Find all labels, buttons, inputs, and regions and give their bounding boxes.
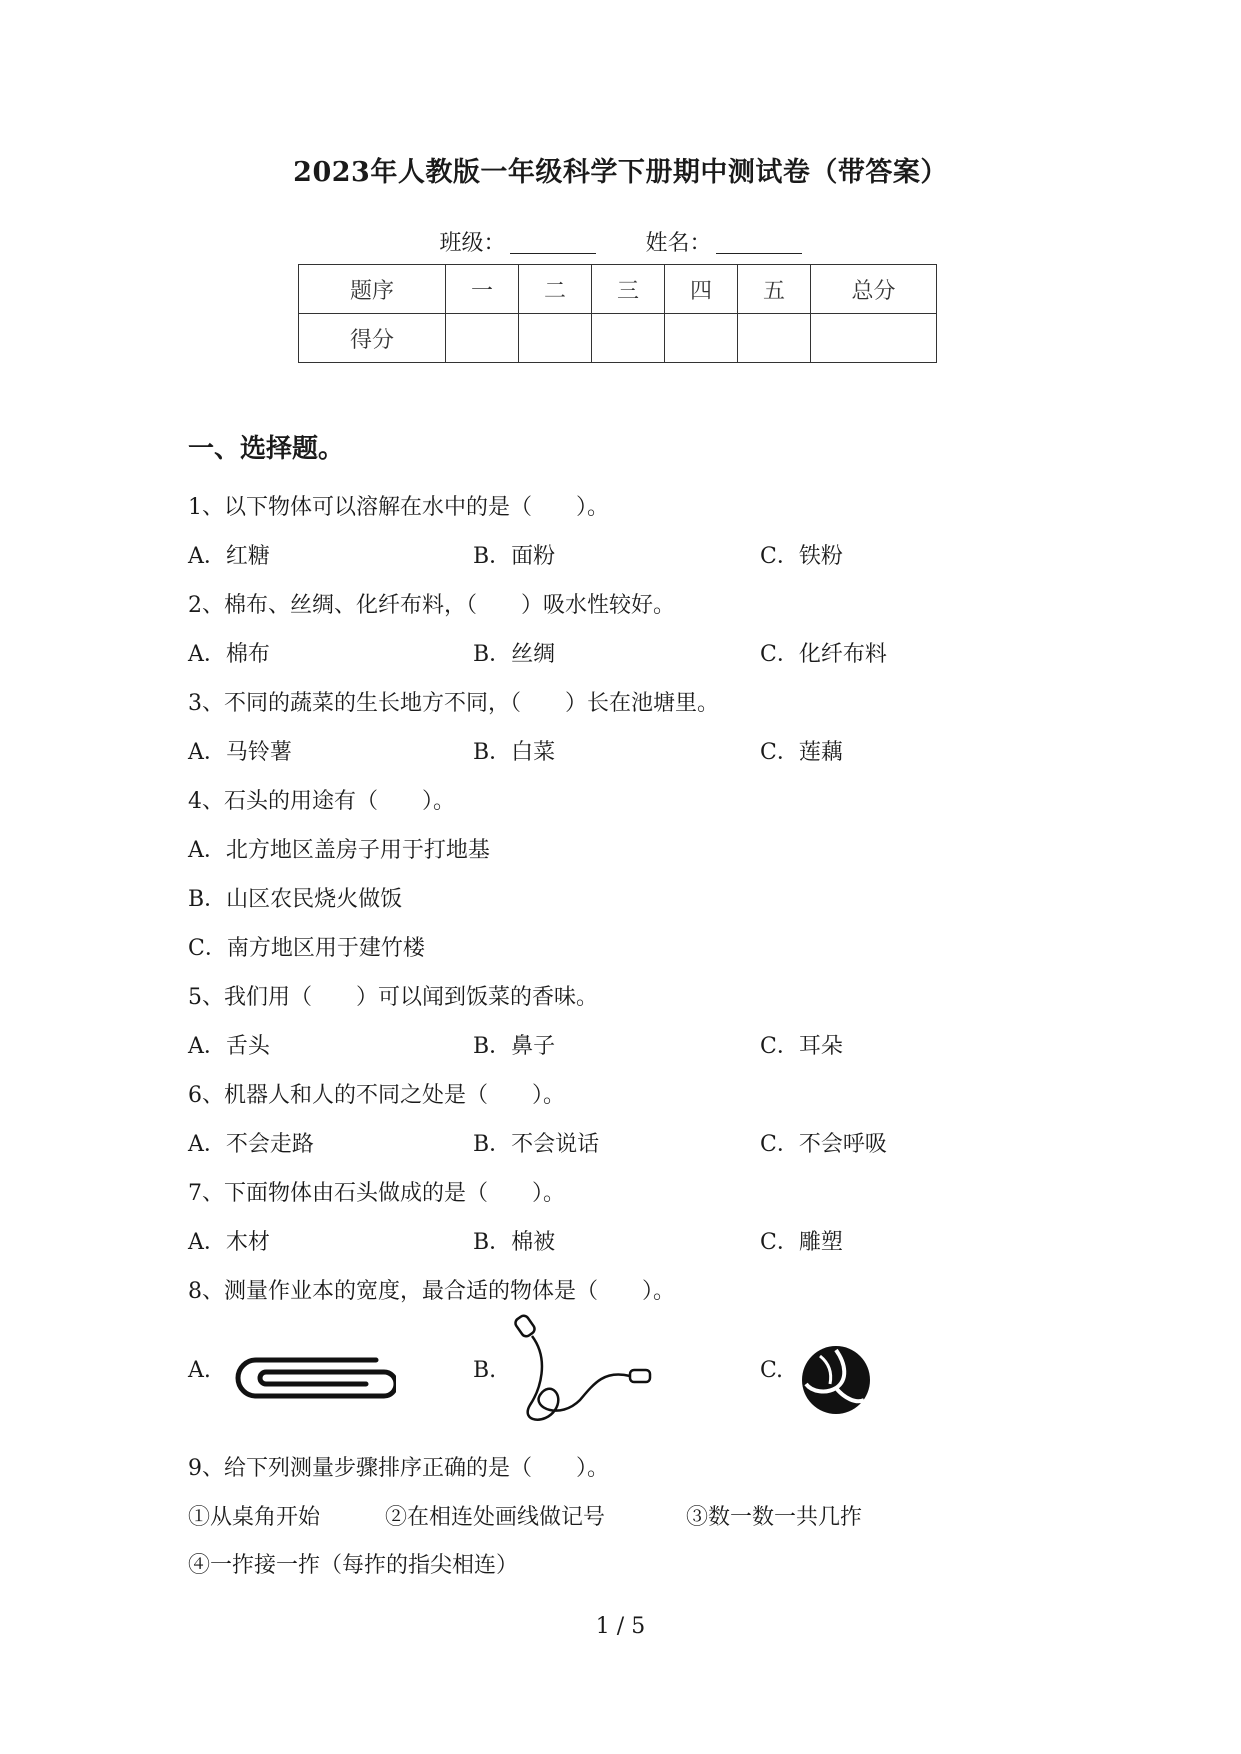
question-text: 6、机器人和人的不同之处是（ ）。 bbox=[188, 1083, 565, 1108]
name-blank[interactable] bbox=[716, 231, 802, 254]
option-c: C．铁粉 bbox=[760, 544, 843, 569]
score-cell[interactable] bbox=[446, 314, 519, 363]
score-header-cell: 题序 bbox=[299, 265, 446, 314]
option-b: B. bbox=[473, 1358, 497, 1383]
paperclip-icon bbox=[226, 1346, 396, 1408]
question-text: 4、石头的用途有（ ）。 bbox=[188, 789, 455, 814]
question-text: 1、以下物体可以溶解在水中的是（ ）。 bbox=[188, 495, 609, 520]
section-title: 一、选择题。 bbox=[188, 434, 345, 464]
volleyball-icon bbox=[800, 1344, 872, 1416]
picture-options bbox=[188, 1310, 908, 1430]
score-header-cell: 五 bbox=[738, 265, 811, 314]
score-cell[interactable] bbox=[811, 314, 937, 363]
question-text: 3、不同的蔬菜的生长地方不同，（ ）长在池塘里。 bbox=[188, 691, 719, 716]
student-info bbox=[0, 226, 1241, 257]
page-title: 2023年人教版一年级科学下册期中测试卷（带答案） bbox=[293, 157, 948, 188]
option-c: C．不会呼吸 bbox=[760, 1132, 887, 1157]
option-b: B．山区农民烧火做饭 bbox=[188, 887, 403, 912]
score-row-label: 得分 bbox=[299, 314, 446, 363]
option-a: A．木材 bbox=[188, 1230, 270, 1255]
score-cell[interactable] bbox=[738, 314, 811, 363]
option-c: C．雕塑 bbox=[760, 1230, 843, 1255]
jump-rope-icon bbox=[510, 1310, 660, 1428]
score-cell[interactable] bbox=[592, 314, 665, 363]
step-3: ③数一数一共几拃 bbox=[686, 1505, 863, 1530]
option-a: A．北方地区盖房子用于打地基 bbox=[188, 838, 490, 863]
score-header-cell: 一 bbox=[446, 265, 519, 314]
step-1: ①从桌角开始 bbox=[188, 1505, 321, 1530]
page-number: 1 / 5 bbox=[595, 1614, 646, 1639]
question-text: 5、我们用（ ）可以闻到饭菜的香味。 bbox=[188, 985, 598, 1010]
option-a: A．不会走路 bbox=[188, 1132, 314, 1157]
question-text: 9、给下列测量步骤排序正确的是（ ）。 bbox=[188, 1456, 609, 1481]
option-a: A．棉布 bbox=[188, 642, 270, 667]
step-4: ④一拃接一拃（每拃的指尖相连） bbox=[188, 1553, 519, 1578]
score-cell[interactable] bbox=[519, 314, 592, 363]
score-header-cell: 总分 bbox=[811, 265, 937, 314]
class-blank[interactable] bbox=[510, 231, 596, 254]
option-a: A．马铃薯 bbox=[188, 740, 292, 765]
score-cell[interactable] bbox=[665, 314, 738, 363]
option-c: C. bbox=[760, 1358, 784, 1383]
option-a: A．红糖 bbox=[188, 544, 270, 569]
option-b: B．白菜 bbox=[473, 740, 556, 765]
option-b: B．面粉 bbox=[473, 544, 556, 569]
option-b: B．鼻子 bbox=[473, 1034, 556, 1059]
question-text: 2、棉布、丝绸、化纤布料，（ ）吸水性较好。 bbox=[188, 593, 675, 618]
question-text: 7、下面物体由石头做成的是（ ）。 bbox=[188, 1181, 565, 1206]
name-label: 姓名： bbox=[645, 231, 712, 256]
option-c: C．南方地区用于建竹楼 bbox=[188, 936, 425, 961]
step-2: ②在相连处画线做记号 bbox=[385, 1505, 606, 1530]
class-label: 班级： bbox=[439, 231, 506, 256]
option-c: C．莲藕 bbox=[760, 740, 843, 765]
score-header-cell: 三 bbox=[592, 265, 665, 314]
score-header-cell: 四 bbox=[665, 265, 738, 314]
option-a: A. bbox=[188, 1358, 211, 1383]
option-a: A．舌头 bbox=[188, 1034, 270, 1059]
score-header-cell: 二 bbox=[519, 265, 592, 314]
score-table-header-row bbox=[299, 265, 937, 314]
option-b: B．棉被 bbox=[473, 1230, 556, 1255]
option-c: C．化纤布料 bbox=[760, 642, 887, 667]
score-table bbox=[298, 264, 937, 363]
question-text: 8、测量作业本的宽度，最合适的物体是（ ）。 bbox=[188, 1279, 675, 1304]
option-c: C．耳朵 bbox=[760, 1034, 843, 1059]
score-table-score-row bbox=[299, 314, 937, 363]
option-b: B．丝绸 bbox=[473, 642, 556, 667]
option-b: B．不会说话 bbox=[473, 1132, 600, 1157]
